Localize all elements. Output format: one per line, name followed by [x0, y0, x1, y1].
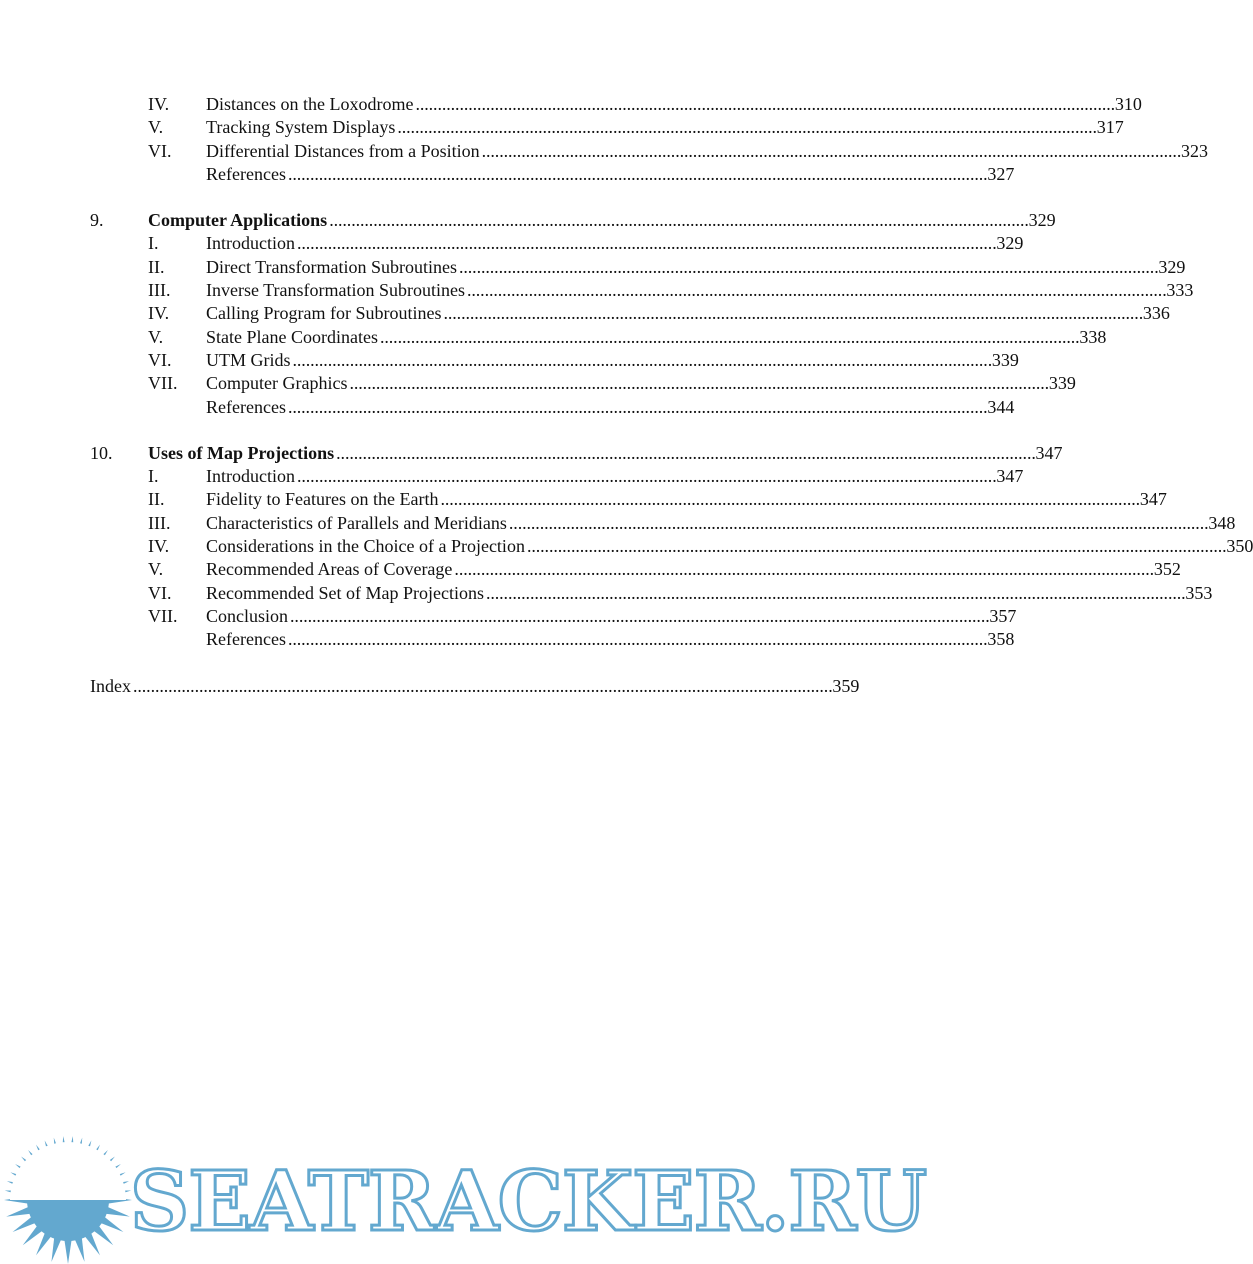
dot-leader	[297, 465, 994, 488]
toc-entry-title: Direct Transformation Subroutines	[206, 256, 457, 277]
toc-section-entry[interactable]	[90, 302, 1170, 325]
toc-entry-title: Distances on the Loxodrome	[206, 94, 414, 114]
dot-leader	[509, 512, 1206, 535]
toc-entry-title: Characteristics of Parallels and Meridians	[206, 512, 507, 533]
toc-section-entry[interactable]	[90, 535, 1253, 558]
dot-leader	[288, 396, 985, 419]
toc-entry-page-number: 336	[1142, 303, 1170, 324]
toc-section-entry[interactable]	[90, 488, 1167, 511]
toc-entry-title: Uses of Map Projections	[148, 442, 335, 463]
sun-ray	[51, 1238, 61, 1262]
dot-leader	[349, 372, 1046, 395]
toc-entry-number: VI.	[148, 349, 172, 370]
toc-entry-number: 10.	[90, 442, 113, 463]
toc-entry-number: IV.	[148, 536, 170, 557]
toc-section-entry[interactable]	[90, 326, 1107, 349]
toc-section-entry[interactable]	[90, 256, 1186, 279]
toc-entry-title: References	[206, 163, 286, 184]
toc-entry-title: Introduction	[206, 233, 295, 254]
toc-entry-page-number: 329	[1028, 210, 1056, 231]
toc-entry-page-number: 348	[1208, 512, 1236, 533]
toc-entry-number: IV.	[148, 94, 170, 114]
toc-entry-title: Tracking System Displays	[206, 117, 396, 138]
dot-leader	[459, 256, 1156, 279]
toc-entry-title: UTM Grids	[206, 349, 291, 370]
toc-entry-page-number: 329	[1158, 256, 1186, 277]
toc-entry-title: Fidelity to Features on the Earth	[206, 489, 439, 510]
toc-entry-title: Recommended Areas of Coverage	[206, 559, 453, 580]
toc-entry-number: V.	[148, 326, 164, 347]
toc-entry-number: III.	[148, 512, 171, 533]
toc-chapter-entry[interactable]	[90, 442, 1063, 465]
toc-entry-page-number: 333	[1166, 280, 1194, 301]
toc-entry-page-number: 358	[987, 629, 1015, 650]
toc-section-entry[interactable]	[90, 582, 1213, 605]
toc-section-entry[interactable]	[90, 232, 1024, 255]
dot-leader	[486, 582, 1183, 605]
dot-leader	[293, 349, 990, 372]
dot-leader	[454, 558, 1151, 581]
toc-entry-page-number: 317	[1096, 117, 1124, 138]
toc-entry-number: V.	[148, 117, 164, 138]
toc-entry-page-number: 329	[996, 233, 1024, 254]
dot-leader	[288, 628, 985, 651]
toc-entry-page-number: 339	[1048, 373, 1076, 394]
toc-entry-title: Differential Distances from a Position	[206, 140, 480, 161]
dot-leader	[527, 535, 1224, 558]
dot-leader	[440, 488, 1137, 511]
toc-entry-number: 9.	[90, 210, 104, 231]
table-of-contents	[90, 93, 1253, 698]
toc-section-entry[interactable]	[90, 372, 1076, 395]
toc-entry-page-number: 338	[1079, 326, 1107, 347]
dot-leader	[133, 675, 830, 698]
toc-section-entry[interactable]	[90, 349, 1019, 372]
toc-section-entry[interactable]	[90, 605, 1017, 628]
toc-entry-number: III.	[148, 280, 171, 301]
dot-leader	[397, 116, 1094, 139]
toc-entry-number: VII.	[148, 605, 178, 626]
toc-entry-title: Introduction	[206, 466, 295, 487]
toc-section-entry[interactable]	[90, 163, 1015, 186]
toc-entry-title: State Plane Coordinates	[206, 326, 378, 347]
toc-section-entry[interactable]	[90, 140, 1209, 163]
toc-entry-title: References	[206, 629, 286, 650]
sun-ray	[106, 1207, 130, 1217]
toc-entry-number: VII.	[148, 373, 178, 394]
toc-entry-page-number: 339	[991, 349, 1019, 370]
sun-ray	[64, 1240, 71, 1264]
toc-section-entry[interactable]	[90, 93, 1142, 116]
toc-entry-title: Computer Graphics	[206, 373, 348, 394]
toc-entry-page-number: 323	[1181, 140, 1209, 161]
toc-section-entry[interactable]	[90, 465, 1024, 488]
toc-entry-title: Conclusion	[206, 605, 289, 626]
toc-entry-number: I.	[148, 466, 159, 487]
toc-section-entry[interactable]	[90, 628, 1015, 651]
toc-entry-number: IV.	[148, 303, 170, 324]
toc-entry-number: VI.	[148, 582, 172, 603]
toc-entry-page-number: 347	[996, 466, 1024, 487]
dot-leader	[329, 209, 1026, 232]
sun-ray	[6, 1207, 30, 1217]
toc-entry-number: I.	[148, 233, 159, 254]
sun-ray	[75, 1238, 85, 1262]
dot-leader	[290, 605, 987, 628]
toc-entry-page-number: 359	[832, 675, 860, 696]
toc-entry-page-number: 344	[987, 396, 1015, 417]
toc-entry-title: Computer Applications	[148, 210, 328, 231]
dot-leader	[288, 163, 985, 186]
toc-section-entry[interactable]	[90, 396, 1015, 419]
toc-entry-title: References	[206, 396, 286, 417]
toc-section-entry[interactable]	[90, 116, 1124, 139]
toc-entry-page-number: 347	[1139, 489, 1167, 510]
toc-entry-number: VI.	[148, 140, 172, 161]
toc-entry-page-number: 352	[1153, 559, 1181, 580]
toc-entry-title: Inverse Transformation Subroutines	[206, 280, 465, 301]
toc-entry-number: II.	[148, 489, 165, 510]
toc-entry-title: Index	[90, 675, 131, 696]
dot-leader	[380, 326, 1077, 349]
toc-entry-page-number: 350	[1226, 536, 1253, 557]
dot-leader	[336, 442, 1033, 465]
toc-entry-title: Calling Program for Subroutines	[206, 303, 442, 324]
dot-leader	[297, 232, 994, 255]
watermark-logo-text: SEATRACKER.RU	[130, 1154, 927, 1250]
toc-entry-number: V.	[148, 559, 164, 580]
toc-entry-page-number: 327	[987, 163, 1015, 184]
toc-index-entry[interactable]	[90, 675, 860, 698]
toc-entry-number: II.	[148, 256, 165, 277]
toc-section-entry[interactable]	[90, 512, 1236, 535]
dot-leader	[443, 302, 1140, 325]
toc-entry-page-number: 347	[1035, 442, 1063, 463]
toc-chapter-entry[interactable]	[90, 209, 1056, 232]
dot-leader	[467, 279, 1164, 302]
toc-entry-page-number: 357	[989, 605, 1017, 626]
dot-leader	[482, 140, 1179, 163]
toc-section-entry[interactable]	[90, 558, 1181, 581]
dot-leader	[415, 93, 1112, 116]
toc-entry-title: Recommended Set of Map Projections	[206, 582, 484, 603]
toc-entry-page-number: 310	[1114, 94, 1142, 114]
toc-entry-title: Considerations in the Choice of a Projection	[206, 536, 525, 557]
toc-section-entry[interactable]	[90, 279, 1194, 302]
toc-entry-page-number: 353	[1185, 582, 1213, 603]
